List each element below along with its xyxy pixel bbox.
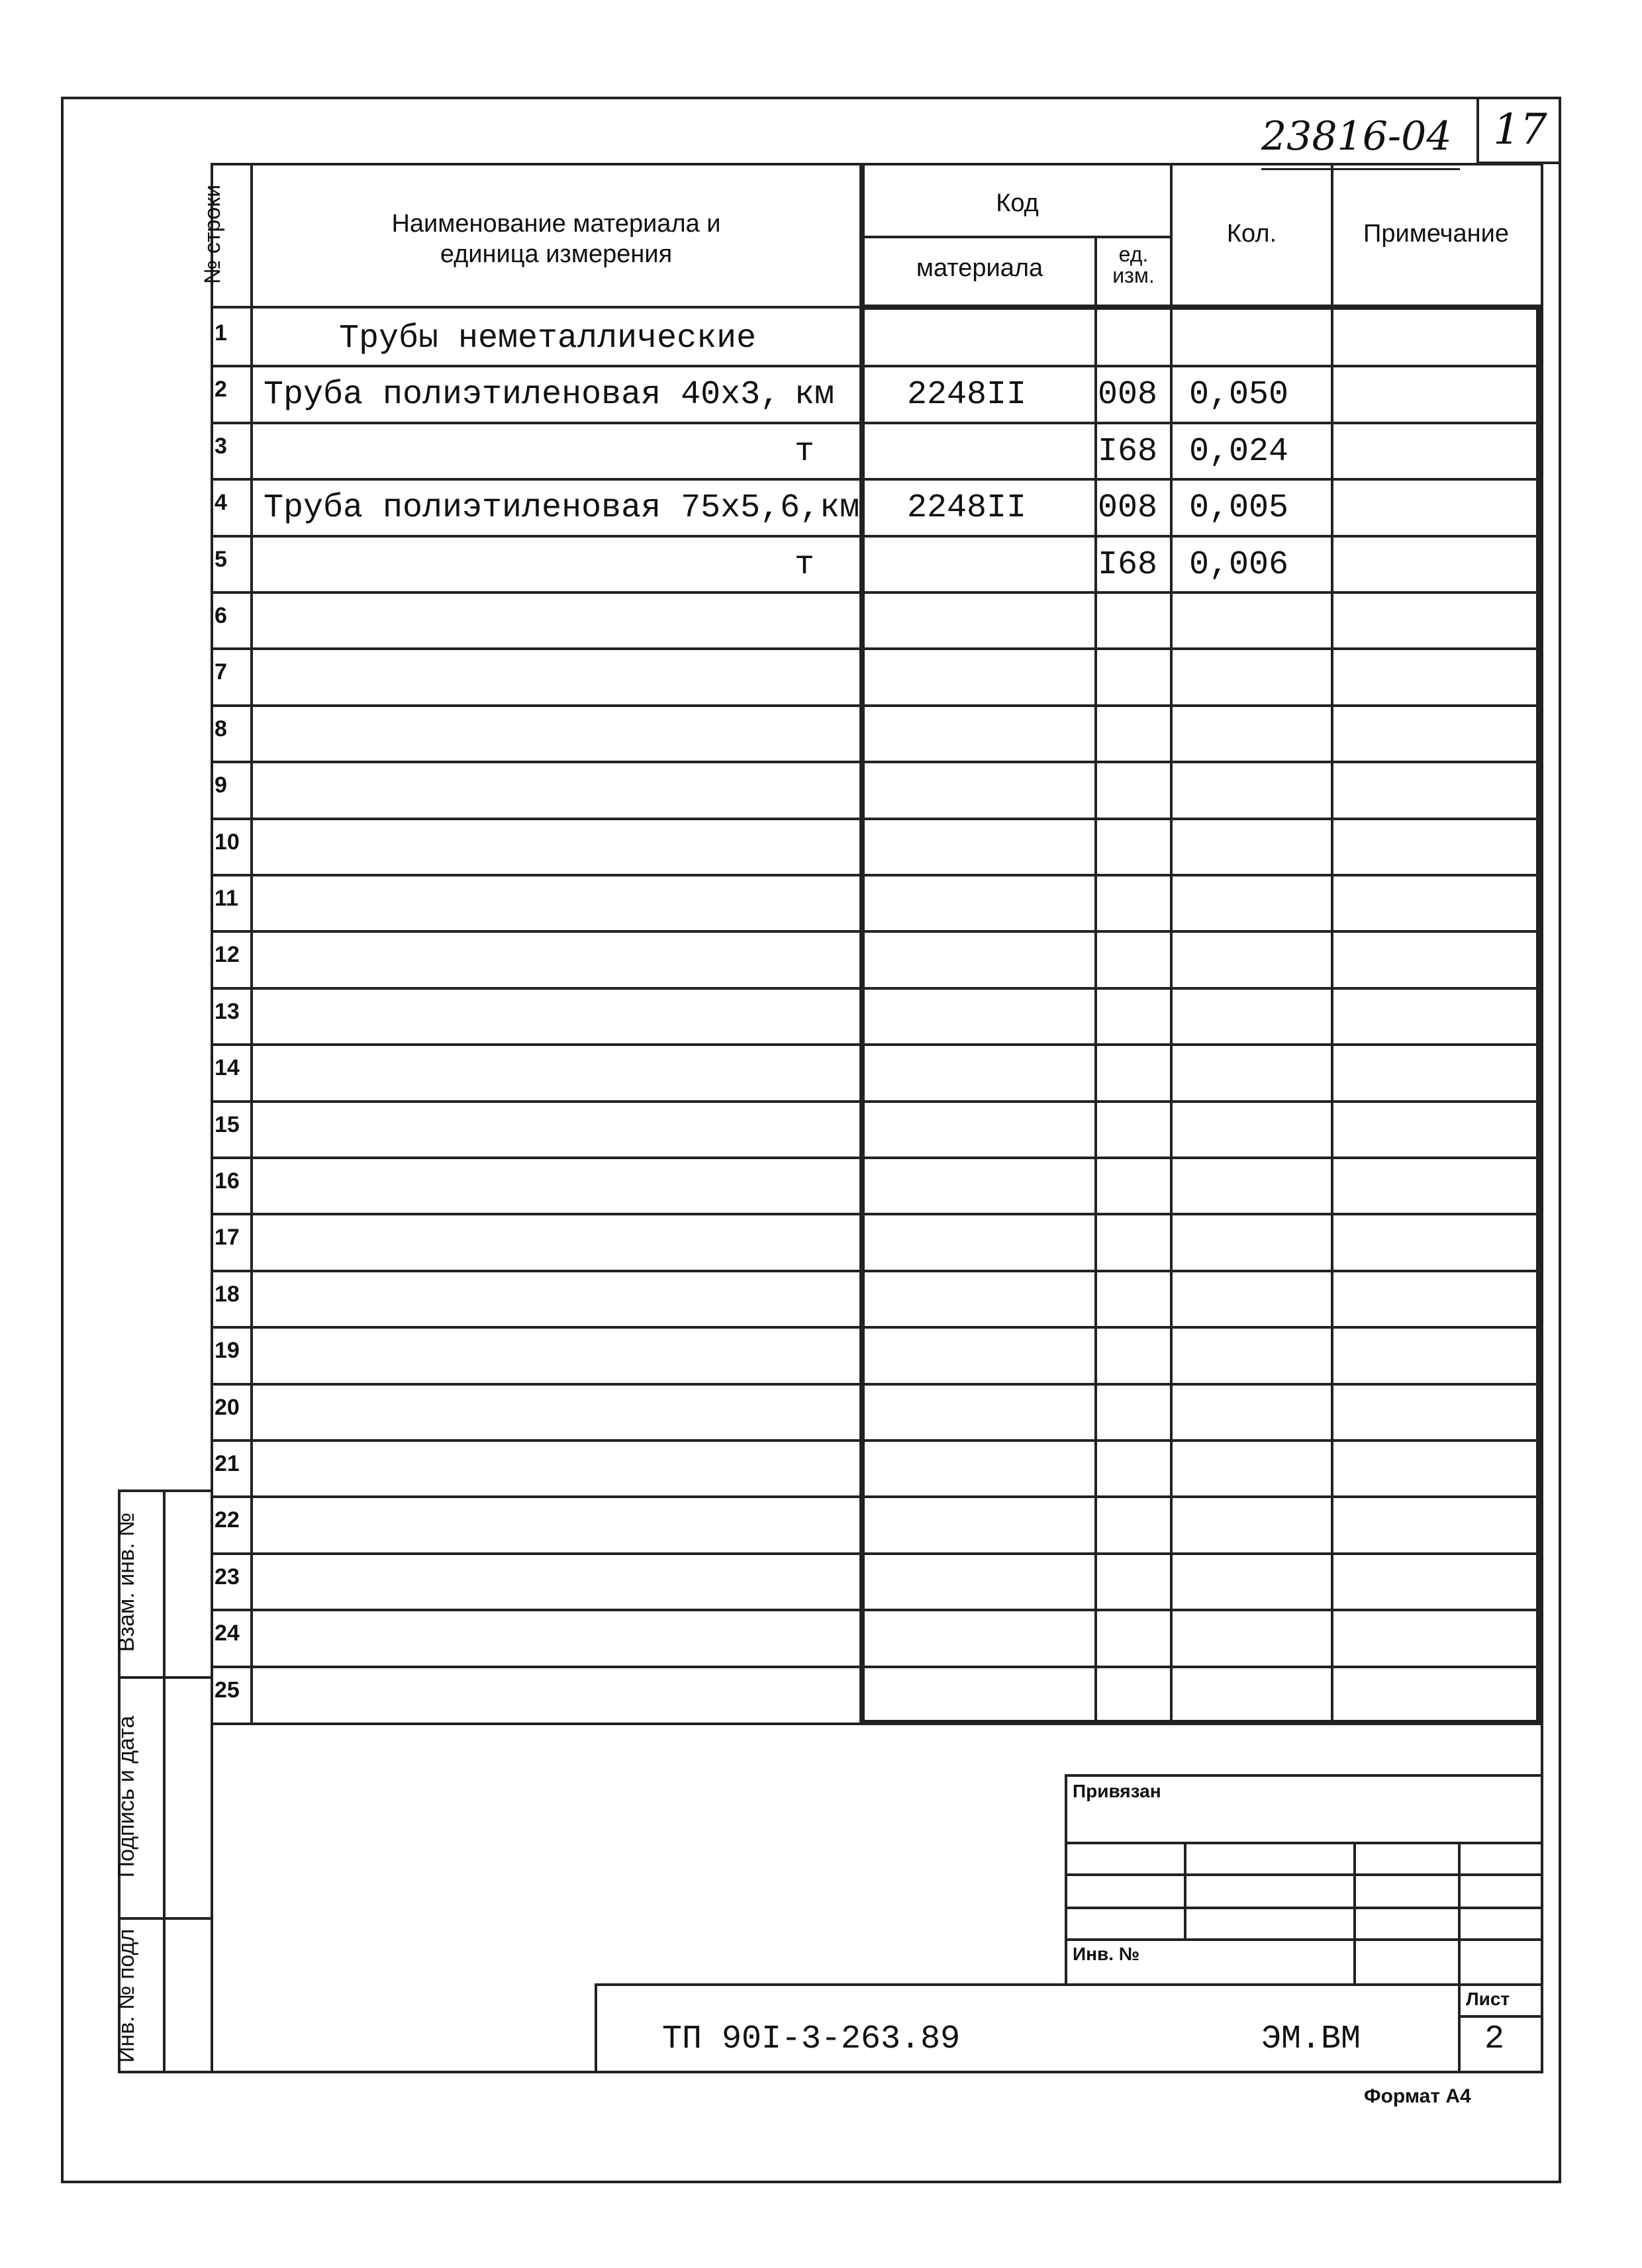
row-line xyxy=(211,1552,1541,1555)
header-code-unit-text: ед. изм. xyxy=(1112,242,1155,287)
row-number: 3 xyxy=(215,434,227,459)
row-number: 13 xyxy=(215,999,240,1024)
table-left-border xyxy=(211,163,213,2073)
tb-v2 xyxy=(1353,1842,1356,1985)
row-line xyxy=(211,535,1541,538)
row-number: 25 xyxy=(215,1677,240,1703)
tb-v3 xyxy=(1458,1842,1461,2071)
quantity: 0,024 xyxy=(1189,433,1289,471)
qty-note-divider xyxy=(1331,163,1333,1725)
material-unit-name: т xyxy=(795,546,815,584)
tb-h3 xyxy=(1065,1907,1543,1909)
unit-code: 008 xyxy=(1098,489,1158,527)
header-row-number: № строки xyxy=(200,184,225,285)
row-line xyxy=(211,761,1541,763)
material-name: Труба полиэтиленовая 40x3, xyxy=(264,376,781,414)
sheet-number: 2 xyxy=(1484,2020,1505,2058)
stamp-div-2 xyxy=(118,1917,213,1920)
row-number: 4 xyxy=(215,490,227,515)
row-number: 23 xyxy=(215,1564,240,1589)
tb-h2 xyxy=(1065,1873,1543,1876)
unit-code: I68 xyxy=(1098,546,1158,584)
row-line xyxy=(211,1213,1541,1215)
row-line xyxy=(211,704,1541,707)
code-qty-divider xyxy=(1170,163,1173,1725)
row-number: 7 xyxy=(215,659,227,685)
row-number: 21 xyxy=(215,1451,240,1476)
page-bottom-line xyxy=(118,2071,1543,2073)
row-number: 18 xyxy=(215,1282,240,1307)
row-line xyxy=(211,1495,1541,1498)
header-bottom-left xyxy=(211,306,862,308)
table-bottom-thick xyxy=(859,1720,1541,1725)
quantity: 0,005 xyxy=(1189,489,1289,527)
material-code: 2248II xyxy=(907,489,1027,527)
unit-code: I68 xyxy=(1098,433,1158,471)
header-code-material: материала xyxy=(916,254,1043,282)
code-unit-divider xyxy=(1094,236,1097,1725)
table-top-border xyxy=(211,163,1543,165)
row-line xyxy=(211,1439,1541,1442)
header-qty: Кол. xyxy=(1226,220,1277,248)
name-code-divider xyxy=(859,163,865,1725)
material-code: 2248II xyxy=(907,376,1027,414)
header-name-text: Наименование материала и единица измерения xyxy=(391,210,721,268)
row-line xyxy=(211,930,1541,933)
tb-main-top xyxy=(595,1983,1543,1986)
material-name: Трубы неметаллические xyxy=(339,320,757,357)
document-section: ЭМ.ВМ xyxy=(1261,2020,1361,2058)
page-number: 17 xyxy=(1476,97,1561,164)
tb-h1 xyxy=(1065,1842,1543,1844)
row-line xyxy=(211,1100,1541,1103)
row-line xyxy=(211,1043,1541,1046)
table-bottom-left xyxy=(211,1723,862,1725)
material-unit-name: км xyxy=(795,376,835,414)
rownum-divider xyxy=(250,163,253,1725)
header-name xyxy=(291,209,821,269)
tb-v1 xyxy=(1184,1842,1186,1938)
material-unit-name: т xyxy=(795,433,815,471)
row-number: 19 xyxy=(215,1338,240,1363)
header-bottom-thick xyxy=(859,305,1541,310)
row-line xyxy=(211,818,1541,820)
row-line xyxy=(211,647,1541,650)
row-number: 12 xyxy=(215,942,240,967)
row-number: 15 xyxy=(215,1112,240,1137)
row-line xyxy=(211,1157,1541,1159)
row-number: 1 xyxy=(215,320,227,346)
row-line xyxy=(211,1666,1541,1668)
tb-sheet-split xyxy=(1458,2015,1543,2018)
stamp-podpis: Подпись и дата xyxy=(114,1715,139,1878)
document-designation: ТП 90I-3-263.89 xyxy=(662,2020,961,2058)
row-number: 6 xyxy=(215,603,227,628)
row-line xyxy=(211,422,1541,424)
row-line xyxy=(211,1326,1541,1329)
row-number: 8 xyxy=(215,716,227,741)
row-line xyxy=(211,591,1541,594)
row-number: 22 xyxy=(215,1507,240,1533)
tb-h4 xyxy=(1065,1938,1543,1941)
doc-number-underline xyxy=(1261,168,1460,170)
row-number: 11 xyxy=(215,886,238,911)
row-number: 2 xyxy=(215,377,227,402)
stamp-vzam: Взам. инв. № xyxy=(114,1512,139,1652)
row-line xyxy=(211,478,1541,481)
sheet-label: Лист xyxy=(1466,1989,1510,2009)
row-number: 5 xyxy=(215,547,227,572)
quantity: 0,050 xyxy=(1189,376,1289,414)
stamp-top xyxy=(118,1489,213,1492)
tb-main-left xyxy=(595,1983,597,2073)
header-note: Примечание xyxy=(1363,220,1509,248)
header-code-unit xyxy=(1097,244,1170,286)
tb-top xyxy=(1065,1774,1543,1777)
privyazan-label: Привязан xyxy=(1073,1781,1161,1801)
material-name: Труба полиэтиленовая 75x5,6,км xyxy=(264,489,860,527)
row-number: 20 xyxy=(215,1395,240,1420)
table-right-border xyxy=(1536,305,1541,1725)
row-line xyxy=(211,1609,1541,1611)
row-number: 9 xyxy=(215,773,227,798)
stamp-div-1 xyxy=(118,1676,213,1679)
quantity: 0,006 xyxy=(1189,546,1289,584)
row-line xyxy=(211,365,1541,367)
row-line xyxy=(211,874,1541,876)
stamp-mid-border xyxy=(163,1489,166,2073)
stamp-inv-podl: Инв. № подл xyxy=(114,1928,139,2063)
inv-no-label: Инв. № xyxy=(1073,1944,1140,1964)
row-number: 16 xyxy=(215,1168,240,1194)
tb-left xyxy=(1065,1774,1067,1986)
row-number: 14 xyxy=(215,1055,240,1080)
header-code: Код xyxy=(996,189,1039,217)
row-line xyxy=(211,987,1541,990)
row-number: 17 xyxy=(215,1225,240,1250)
row-line xyxy=(211,1383,1541,1386)
row-number: 10 xyxy=(215,829,240,855)
format-label: Формат А4 xyxy=(1364,2085,1471,2107)
row-number: 24 xyxy=(215,1621,240,1646)
code-header-split xyxy=(862,236,1171,238)
row-line xyxy=(211,1270,1541,1272)
unit-code: 008 xyxy=(1098,376,1158,414)
document-number: 23816-04 xyxy=(1261,113,1452,160)
